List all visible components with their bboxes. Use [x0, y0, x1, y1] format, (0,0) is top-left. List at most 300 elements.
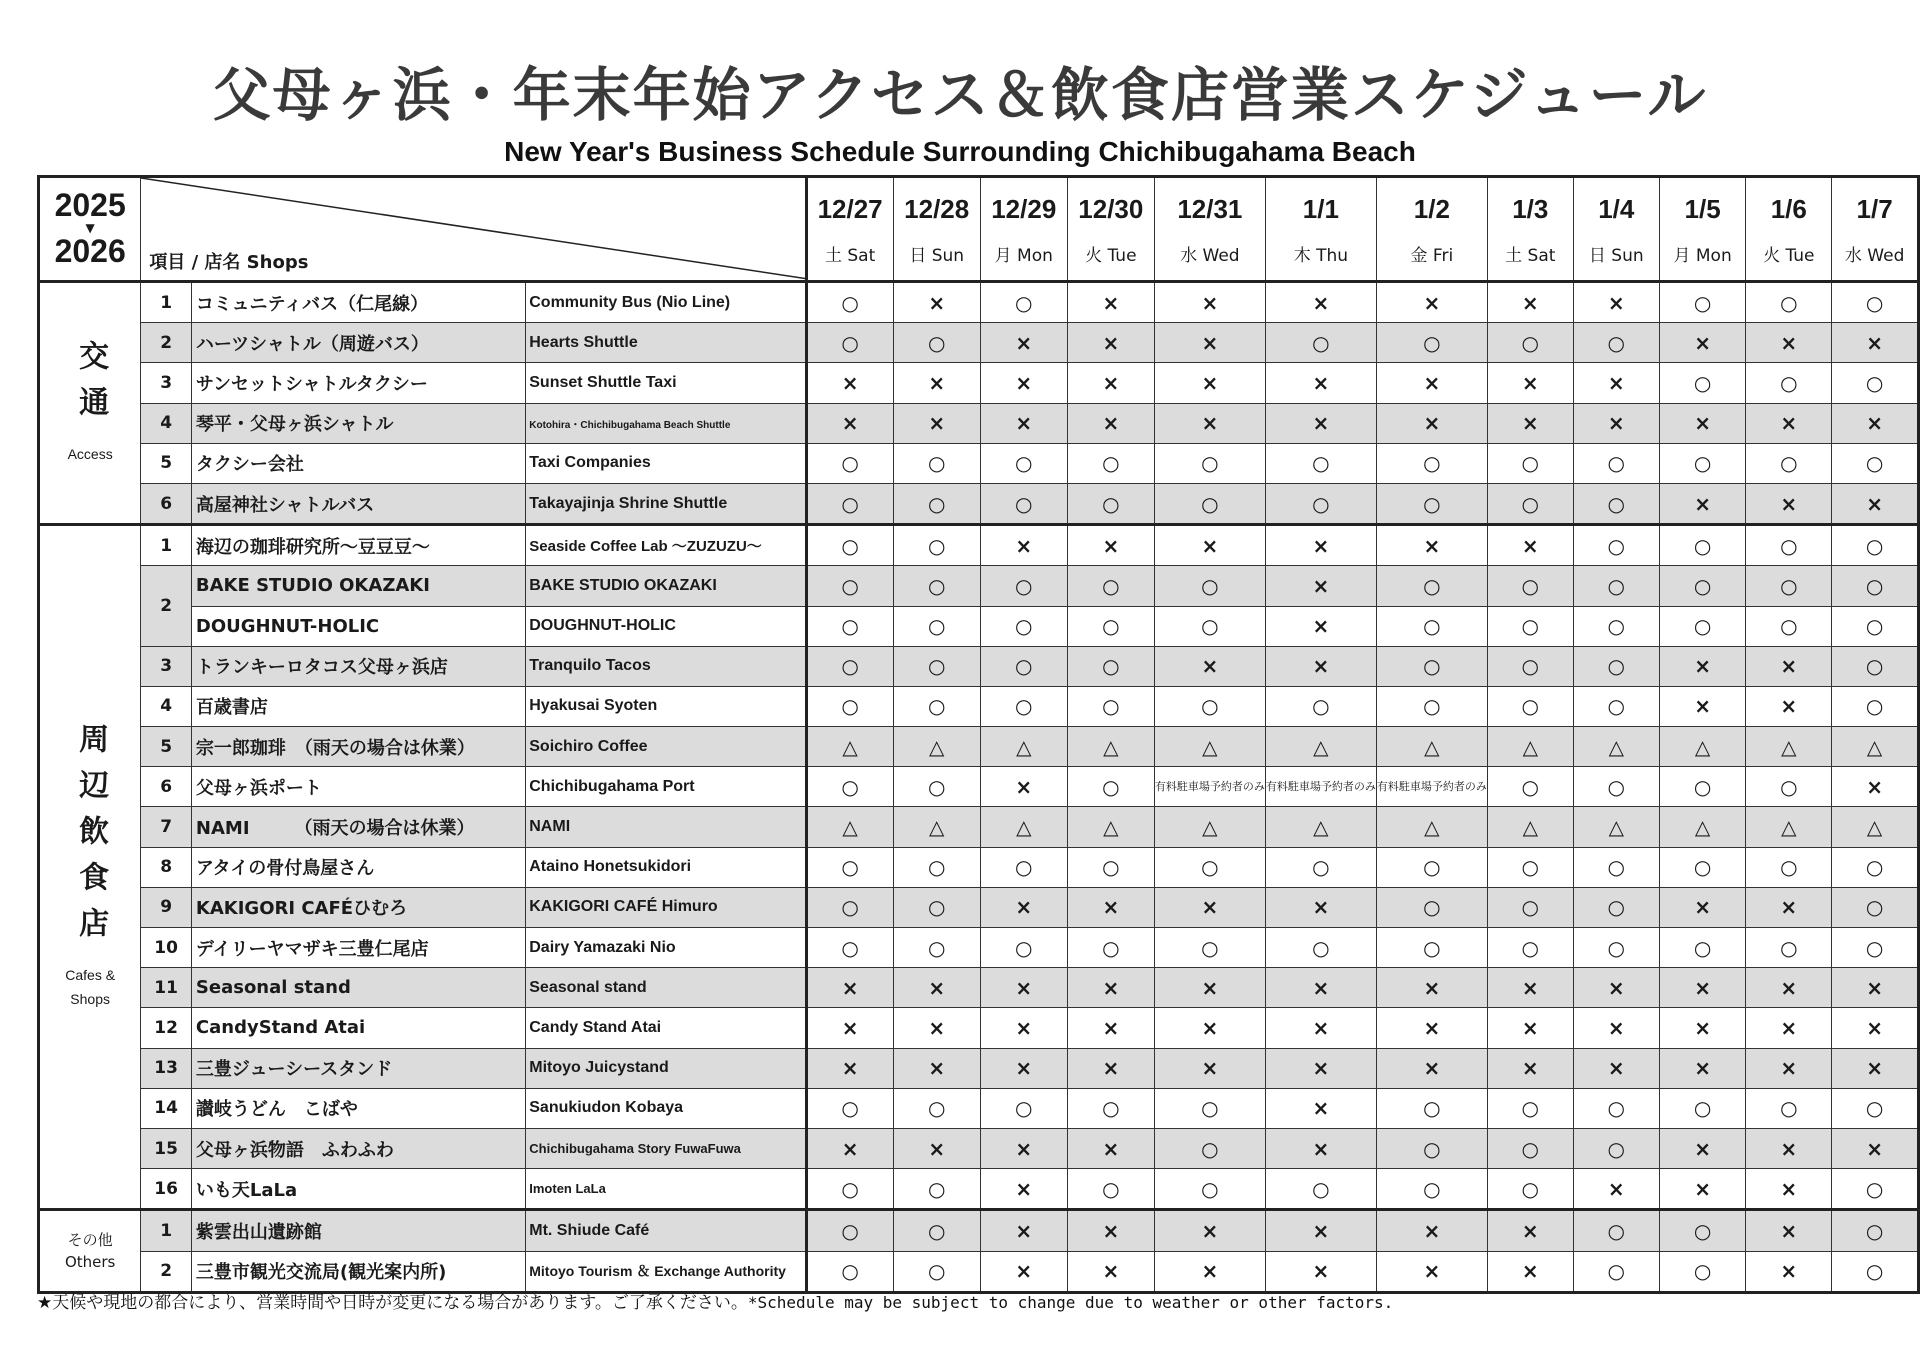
row-number: 13: [141, 1048, 192, 1088]
shop-name-jp: 百歳書店: [191, 686, 525, 726]
shop-name-en: Candy Stand Atai: [526, 1008, 806, 1048]
status-cell: ○: [893, 767, 980, 807]
shop-name-jp: Seasonal stand: [191, 968, 525, 1008]
row-number: 16: [141, 1169, 192, 1210]
status-cell: ○: [806, 1251, 893, 1292]
status-cell: ○: [1154, 847, 1265, 887]
status-cell: ×: [893, 1128, 980, 1168]
table-row: [39, 807, 1919, 847]
status-cell: △: [1659, 727, 1745, 767]
footnote: [37, 1288, 1393, 1313]
date-label: 12/27: [817, 194, 883, 224]
status-cell: ○: [893, 1169, 980, 1210]
status-cell: ×: [893, 363, 980, 403]
status-cell: ×: [1832, 767, 1919, 807]
status-cell: ○: [1487, 686, 1573, 726]
status-cell: ○: [1067, 686, 1154, 726]
date-label: 1/5: [1684, 194, 1721, 224]
status-cell: ○: [1067, 767, 1154, 807]
status-cell: ○: [806, 847, 893, 887]
status-cell: ×: [1067, 363, 1154, 403]
status-cell: ○: [1487, 323, 1573, 363]
status-cell: ×: [1265, 1008, 1376, 1048]
status-cell: ○: [806, 443, 893, 483]
shop-name-jp: DOUGHNUT-HOLIC: [191, 606, 525, 646]
status-cell: ×: [1746, 646, 1832, 686]
status-cell: △: [1067, 807, 1154, 847]
status-cell: △: [1154, 807, 1265, 847]
table-row: [39, 1210, 1919, 1251]
status-cell: ×: [1832, 968, 1919, 1008]
status-cell: ×: [1376, 403, 1487, 443]
status-cell: ○: [1487, 483, 1573, 524]
status-cell: ○: [1265, 1169, 1376, 1210]
status-cell: ○: [1746, 525, 1832, 566]
date-header: [1573, 177, 1659, 282]
status-cell: ○: [893, 686, 980, 726]
status-cell: ×: [806, 1048, 893, 1088]
date-label: 1/7: [1856, 194, 1893, 224]
status-cell: ×: [1067, 887, 1154, 927]
status-cell: ○: [1746, 443, 1832, 483]
status-cell: △: [1154, 727, 1265, 767]
row-number: 1: [141, 1210, 192, 1251]
date-header: [1154, 177, 1265, 282]
year-from: 2025: [54, 187, 126, 223]
year-range: [39, 177, 141, 282]
status-cell: ×: [1487, 1251, 1573, 1292]
items-header: [141, 177, 806, 282]
weekday-label: 日 Sun: [909, 246, 965, 266]
status-cell: ○: [1376, 686, 1487, 726]
shop-name-en: Dairy Yamazaki Nio: [526, 928, 806, 968]
status-cell: ×: [893, 282, 980, 323]
status-cell: ○: [893, 525, 980, 566]
row-number: 2: [141, 566, 192, 646]
status-cell: ×: [1487, 1048, 1573, 1088]
status-cell: ○: [1067, 1169, 1154, 1210]
status-cell: ×: [1487, 1008, 1573, 1048]
status-cell: △: [1487, 727, 1573, 767]
status-cell: ×: [1154, 887, 1265, 927]
shop-name-en: Sanukiudon Kobaya: [526, 1088, 806, 1128]
status-cell: ○: [1832, 525, 1919, 566]
status-cell: ×: [1376, 1210, 1487, 1251]
shop-name-jp: サンセットシャトルタクシー: [191, 363, 525, 403]
status-cell: ○: [1067, 928, 1154, 968]
status-cell: ○: [1659, 282, 1745, 323]
status-cell: ×: [1487, 1210, 1573, 1251]
status-cell: ○: [1573, 887, 1659, 927]
row-number: 4: [141, 686, 192, 726]
status-cell: ○: [1376, 566, 1487, 606]
status-cell: ×: [1659, 403, 1745, 443]
status-cell: ×: [1265, 1251, 1376, 1292]
row-number: 5: [141, 443, 192, 483]
weekday-label: 水 Wed: [1180, 246, 1240, 266]
status-cell: ×: [1154, 323, 1265, 363]
footnote-jp: ★天候や現地の都合により、営業時間や日時が変更になる場合があります。ご了承ください。: [37, 1293, 748, 1313]
status-cell: ○: [1659, 1251, 1745, 1292]
shop-name-en: Hearts Shuttle: [526, 323, 806, 363]
status-cell: ×: [980, 363, 1067, 403]
status-cell: ×: [1746, 1251, 1832, 1292]
table-row: [39, 767, 1919, 807]
status-cell: ×: [1154, 403, 1265, 443]
category-cell: [39, 525, 141, 1210]
status-cell: ×: [893, 968, 980, 1008]
table-row: [39, 1088, 1919, 1128]
table-row: [39, 686, 1919, 726]
status-cell: ○: [980, 1088, 1067, 1128]
status-cell: ○: [1659, 767, 1745, 807]
table-row: [39, 1008, 1919, 1048]
status-cell: ×: [1154, 968, 1265, 1008]
status-cell: ×: [980, 1251, 1067, 1292]
status-cell: ○: [806, 767, 893, 807]
status-cell: △: [1265, 727, 1376, 767]
shop-name-jp: NAMI （雨天の場合は休業）: [191, 807, 525, 847]
row-number: 14: [141, 1088, 192, 1128]
row-number: 3: [141, 646, 192, 686]
status-cell: ○: [806, 928, 893, 968]
weekday-label: 月 Mon: [1673, 246, 1732, 266]
status-cell: ○: [893, 566, 980, 606]
row-number: 6: [141, 483, 192, 524]
status-cell: △: [806, 727, 893, 767]
shop-name-en: Chichibugahama Port: [526, 767, 806, 807]
status-cell: △: [1746, 727, 1832, 767]
status-cell: ○: [1746, 566, 1832, 606]
shop-name-jp: 讃岐うどん こばや: [191, 1088, 525, 1128]
status-cell: 有料駐車場予約者のみ: [1376, 767, 1487, 807]
status-cell: ○: [1067, 483, 1154, 524]
row-number: 15: [141, 1128, 192, 1168]
status-cell: ○: [1746, 363, 1832, 403]
table-row: [39, 606, 1919, 646]
shop-name-en: Tranquilo Tacos: [526, 646, 806, 686]
shop-name-en: Sunset Shuttle Taxi: [526, 363, 806, 403]
status-cell: ○: [1659, 847, 1745, 887]
weekday-label: 日 Sun: [1588, 246, 1644, 266]
status-cell: ×: [1067, 525, 1154, 566]
status-cell: ○: [1832, 363, 1919, 403]
table-row: [39, 282, 1919, 323]
status-cell: ○: [1832, 606, 1919, 646]
shop-name-jp: KAKIGORI CAFÉひむろ: [191, 887, 525, 927]
status-cell: ×: [1265, 646, 1376, 686]
date-header: [1067, 177, 1154, 282]
page-title-en: New Year's Business Schedule Surrounding Chichibugahama Beach: [504, 136, 1416, 167]
date-header: [1746, 177, 1832, 282]
date-label: 1/2: [1413, 194, 1450, 224]
status-cell: ×: [1659, 887, 1745, 927]
status-cell: ○: [1573, 767, 1659, 807]
shop-name-jp: 三豊市観光交流局(観光案内所): [191, 1251, 525, 1292]
status-cell: ○: [1154, 928, 1265, 968]
row-number: 4: [141, 403, 192, 443]
status-cell: ○: [1376, 928, 1487, 968]
category-cell: [39, 1210, 141, 1292]
table-row: [39, 887, 1919, 927]
status-cell: ○: [1154, 1169, 1265, 1210]
shop-name-en: KAKIGORI CAFÉ Himuro: [526, 887, 806, 927]
status-cell: ○: [1376, 1088, 1487, 1128]
status-cell: ×: [1573, 1008, 1659, 1048]
status-cell: ○: [1573, 847, 1659, 887]
status-cell: ×: [1659, 1048, 1745, 1088]
status-cell: ○: [980, 606, 1067, 646]
status-cell: ×: [1154, 1008, 1265, 1048]
status-cell: ○: [893, 443, 980, 483]
row-number: 3: [141, 363, 192, 403]
table-row: [39, 928, 1919, 968]
weekday-label: 火 Tue: [1085, 246, 1137, 266]
row-number: 7: [141, 807, 192, 847]
status-cell: ×: [980, 1128, 1067, 1168]
status-cell: ×: [1265, 1128, 1376, 1168]
status-cell: ×: [1746, 403, 1832, 443]
status-cell: ○: [806, 483, 893, 524]
status-cell: △: [1573, 727, 1659, 767]
status-cell: ×: [1832, 403, 1919, 443]
status-cell: ○: [1487, 606, 1573, 646]
shop-name-en: Soichiro Coffee: [526, 727, 806, 767]
status-cell: ×: [806, 403, 893, 443]
shop-name-jp: CandyStand Atai: [191, 1008, 525, 1048]
status-cell: ×: [980, 1210, 1067, 1251]
table-row: [39, 363, 1919, 403]
shop-name-en: Mitoyo Juicystand: [526, 1048, 806, 1088]
status-cell: ×: [1573, 1169, 1659, 1210]
date-header: [806, 177, 893, 282]
status-cell: ×: [1659, 1008, 1745, 1048]
status-cell: ×: [1154, 282, 1265, 323]
shop-name-jp: 海辺の珈琲研究所～豆豆豆～: [191, 525, 525, 566]
status-cell: ×: [1832, 483, 1919, 524]
table-row: [39, 323, 1919, 363]
status-cell: ○: [1376, 1169, 1487, 1210]
status-cell: ×: [1265, 1048, 1376, 1088]
status-cell: ○: [1265, 443, 1376, 483]
status-cell: ×: [1746, 1128, 1832, 1168]
status-cell: ○: [1154, 686, 1265, 726]
status-cell: 有料駐車場予約者のみ: [1154, 767, 1265, 807]
status-cell: ×: [806, 1008, 893, 1048]
status-cell: ×: [893, 403, 980, 443]
table-row: [39, 1169, 1919, 1210]
shop-name-jp: タクシー会社: [191, 443, 525, 483]
status-cell: ○: [1659, 566, 1745, 606]
status-cell: ○: [1832, 646, 1919, 686]
status-cell: ×: [1659, 646, 1745, 686]
status-cell: △: [1746, 807, 1832, 847]
status-cell: ○: [1573, 1128, 1659, 1168]
status-cell: ×: [980, 403, 1067, 443]
status-cell: ○: [1376, 323, 1487, 363]
status-cell: ○: [1154, 606, 1265, 646]
status-cell: ×: [1067, 1048, 1154, 1088]
status-cell: ○: [1573, 686, 1659, 726]
date-label: 12/30: [1078, 194, 1144, 224]
status-cell: ○: [980, 847, 1067, 887]
row-number: 1: [141, 282, 192, 323]
status-cell: ○: [1573, 928, 1659, 968]
date-label: 12/28: [904, 194, 970, 224]
table-row: [39, 525, 1919, 566]
status-cell: ×: [1154, 1251, 1265, 1292]
status-cell: ○: [1487, 1088, 1573, 1128]
table-row: [39, 483, 1919, 524]
status-cell: ○: [1154, 566, 1265, 606]
items-header-label: 項目 / 店名 Shops: [149, 252, 309, 273]
status-cell: ×: [1746, 323, 1832, 363]
shop-name-en: Mitoyo Tourism ＆ Exchange Authority: [526, 1251, 806, 1292]
status-cell: ×: [806, 363, 893, 403]
status-cell: ×: [1067, 1008, 1154, 1048]
status-cell: ○: [1573, 525, 1659, 566]
status-cell: ○: [1265, 847, 1376, 887]
status-cell: ×: [1832, 1008, 1919, 1048]
status-cell: ×: [1746, 968, 1832, 1008]
status-cell: ×: [1376, 968, 1487, 1008]
status-cell: ○: [1746, 847, 1832, 887]
status-cell: ○: [1832, 686, 1919, 726]
status-cell: ×: [1376, 282, 1487, 323]
status-cell: ○: [1487, 566, 1573, 606]
table-row: [39, 646, 1919, 686]
status-cell: ○: [1659, 525, 1745, 566]
status-cell: ○: [893, 606, 980, 646]
status-cell: ○: [980, 282, 1067, 323]
header-row: [39, 177, 1919, 282]
status-cell: ○: [1832, 1251, 1919, 1292]
status-cell: ○: [1573, 443, 1659, 483]
status-cell: ○: [1067, 443, 1154, 483]
status-cell: ○: [1154, 1128, 1265, 1168]
status-cell: ○: [893, 1088, 980, 1128]
year-to: 2026: [54, 233, 126, 269]
category-label-jp: その他: [67, 1231, 113, 1249]
status-cell: ×: [1265, 1088, 1376, 1128]
status-cell: ×: [1746, 887, 1832, 927]
status-cell: ○: [1573, 566, 1659, 606]
status-cell: ○: [1265, 686, 1376, 726]
shop-name-jp: 宗一郎珈琲 （雨天の場合は休業）: [191, 727, 525, 767]
status-cell: ×: [1659, 1128, 1745, 1168]
row-number: 10: [141, 928, 192, 968]
status-cell: ○: [1376, 443, 1487, 483]
date-label: 1/3: [1512, 194, 1549, 224]
status-cell: ○: [1573, 606, 1659, 646]
status-cell: ○: [1659, 443, 1745, 483]
shop-name-en: Community Bus (Nio Line): [526, 282, 806, 323]
status-cell: ×: [1265, 887, 1376, 927]
date-header: [1487, 177, 1573, 282]
row-number: 5: [141, 727, 192, 767]
status-cell: ×: [1746, 1169, 1832, 1210]
status-cell: ○: [806, 606, 893, 646]
status-cell: ×: [1573, 363, 1659, 403]
status-cell: ×: [1659, 686, 1745, 726]
status-cell: ○: [1573, 483, 1659, 524]
status-cell: ○: [980, 646, 1067, 686]
status-cell: △: [893, 807, 980, 847]
status-cell: ○: [1832, 443, 1919, 483]
status-cell: ×: [1746, 483, 1832, 524]
shop-name-jp: 父母ヶ浜ポート: [191, 767, 525, 807]
status-cell: ○: [1067, 566, 1154, 606]
shop-name-en: Taxi Companies: [526, 443, 806, 483]
status-cell: △: [1265, 807, 1376, 847]
status-cell: ○: [1573, 1210, 1659, 1251]
status-cell: ○: [1487, 928, 1573, 968]
row-number: 1: [141, 525, 192, 566]
table-row: [39, 1128, 1919, 1168]
shop-name-jp: デイリーヤマザキ三豊仁尾店: [191, 928, 525, 968]
status-cell: ○: [893, 1210, 980, 1251]
status-cell: ×: [1376, 363, 1487, 403]
status-cell: △: [980, 727, 1067, 767]
date-header: [893, 177, 980, 282]
status-cell: ×: [1487, 525, 1573, 566]
status-cell: ○: [1487, 767, 1573, 807]
date-label: 1/1: [1302, 194, 1339, 224]
status-cell: ○: [1067, 646, 1154, 686]
shop-name-en: BAKE STUDIO OKAZAKI: [526, 566, 806, 606]
status-cell: 有料駐車場予約者のみ: [1265, 767, 1376, 807]
status-cell: ○: [1154, 443, 1265, 483]
status-cell: ×: [1659, 968, 1745, 1008]
status-cell: ○: [1376, 646, 1487, 686]
status-cell: ×: [806, 968, 893, 1008]
shop-name-en: Takayajinja Shrine Shuttle: [526, 483, 806, 524]
shop-name-jp: トランキーロタコス父母ヶ浜店: [191, 646, 525, 686]
status-cell: ×: [1487, 282, 1573, 323]
row-number: 9: [141, 887, 192, 927]
status-cell: ×: [1154, 646, 1265, 686]
status-cell: ×: [980, 767, 1067, 807]
shop-name-en: Seaside Coffee Lab ～ZUZUZU～: [526, 525, 806, 566]
status-cell: ○: [1746, 606, 1832, 646]
shop-name-jp: 高屋神社シャトルバス: [191, 483, 525, 524]
status-cell: ○: [1832, 887, 1919, 927]
status-cell: ×: [980, 1169, 1067, 1210]
date-header: [1659, 177, 1745, 282]
weekday-label: 火 Tue: [1763, 246, 1815, 266]
status-cell: ○: [1265, 928, 1376, 968]
status-cell: ○: [980, 483, 1067, 524]
status-cell: ○: [1573, 323, 1659, 363]
status-cell: ○: [980, 928, 1067, 968]
status-cell: ○: [1832, 566, 1919, 606]
category-label-en: Others: [64, 1253, 116, 1271]
status-cell: △: [1067, 727, 1154, 767]
status-cell: △: [1376, 727, 1487, 767]
date-header: [1832, 177, 1919, 282]
status-cell: △: [980, 807, 1067, 847]
status-cell: ○: [1573, 1251, 1659, 1292]
table-row: [39, 403, 1919, 443]
status-cell: ○: [980, 443, 1067, 483]
status-cell: ○: [1487, 443, 1573, 483]
status-cell: ○: [1376, 483, 1487, 524]
shop-name-jp: ハーツシャトル（周遊バス）: [191, 323, 525, 363]
category-label-en: Access: [67, 446, 113, 463]
status-cell: ○: [893, 928, 980, 968]
status-cell: ×: [1154, 525, 1265, 566]
shop-name-en: Mt. Shiude Café: [526, 1210, 806, 1251]
